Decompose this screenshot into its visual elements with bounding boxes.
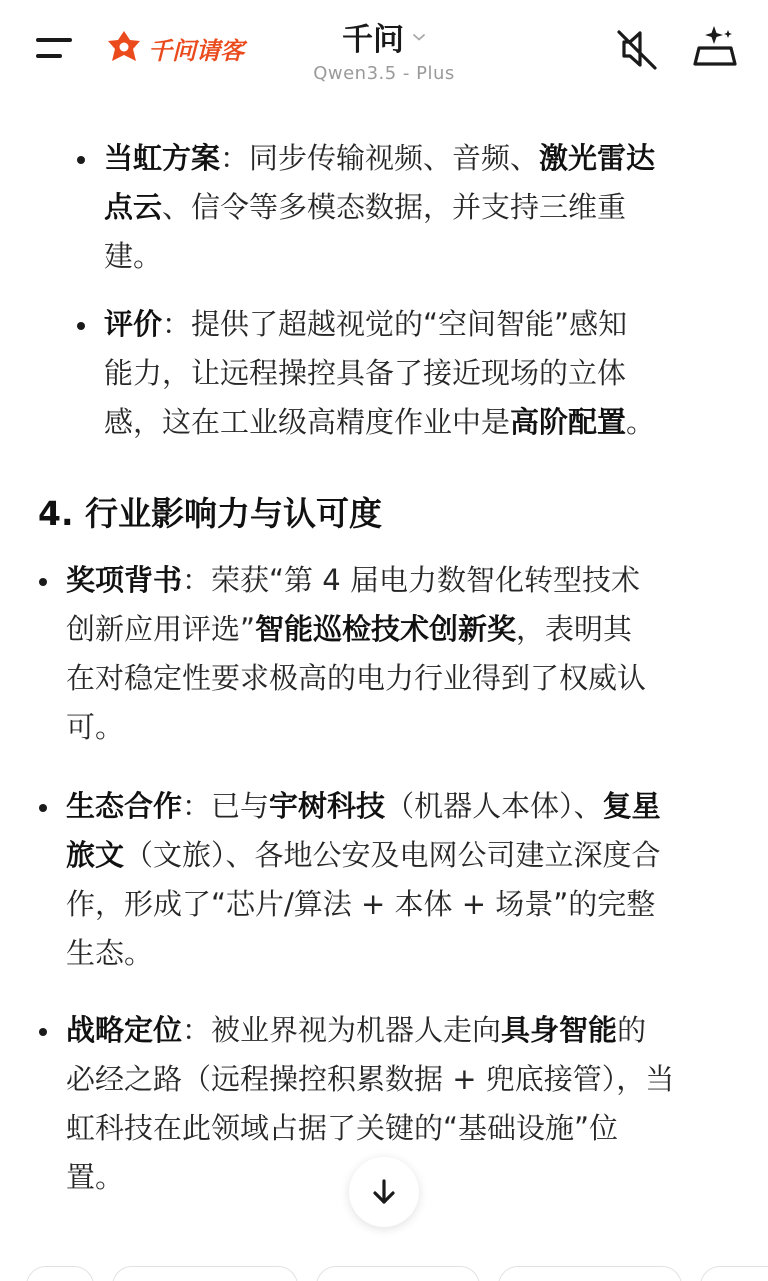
bullet-dot	[39, 578, 47, 586]
bullet-dot	[39, 804, 47, 812]
suggestion-chip[interactable]	[26, 1266, 94, 1281]
promo-banner[interactable]	[104, 26, 244, 70]
app-title: 千问	[342, 22, 404, 58]
chat-message-content	[0, 100, 768, 1260]
top-bar	[0, 0, 768, 100]
list-item: 当虹方案：同步传输视频、音频、激光雷达 点云、信令等多模态数据，并支持三维重 建。	[104, 141, 656, 273]
bullet-dot	[77, 156, 85, 164]
suggestion-chip-row	[0, 1266, 768, 1281]
model-switcher[interactable]	[342, 14, 426, 59]
bullet-dot	[77, 322, 85, 330]
bullet-dot	[39, 1028, 47, 1036]
list-item: 奖项背书：荣获“第 4 届电力数智化转型技术 创新应用评选”智能巡检技术创新奖，表明其 在对稳定性要求极高的电力行业得到了权威认 可。	[66, 563, 647, 744]
suggestion-chip[interactable]	[112, 1266, 298, 1281]
arrow-down-icon	[369, 1177, 399, 1207]
menu-icon-bar-bottom	[36, 54, 62, 58]
chevron-down-icon	[412, 32, 426, 42]
list-item: 生态合作：已与宇树科技（机器人本体）、复星 旅文（文旅）、各地公安及电网公司建立深度合 作，形成了“芯片/算法 + 本体 + 场景”的完整 生态。	[66, 789, 661, 970]
title-area	[234, 14, 534, 84]
menu-icon-bar-top	[36, 38, 72, 42]
brand-logo-icon	[104, 28, 144, 68]
speaker-muted-icon[interactable]	[612, 24, 662, 74]
brand-text: 千问请客	[148, 36, 244, 65]
new-chat-sparkle-icon[interactable]	[688, 22, 742, 72]
section-heading: 4. 行业影响力与认可度	[38, 494, 382, 533]
suggestion-chip[interactable]	[700, 1266, 768, 1281]
scroll-to-bottom-button[interactable]	[349, 1157, 419, 1227]
list-item: 评价：提供了超越视觉的“空间智能”感知 能力，让远程操控具备了接近现场的立体 感，这在工业级高精度作业中是高阶配置。	[104, 307, 656, 439]
suggestion-chip[interactable]	[498, 1266, 682, 1281]
suggestion-chip[interactable]	[316, 1266, 480, 1281]
model-label: Qwen3.5 - Plus	[313, 63, 455, 84]
list-item: 战略定位：被业界视为机器人走向具身智能的 必经之路（远程操控积累数据 + 兜底接管），当 虹科技在此领域占据了关键的“基础设施”位 置。	[66, 1013, 675, 1194]
menu-button[interactable]	[26, 28, 78, 68]
